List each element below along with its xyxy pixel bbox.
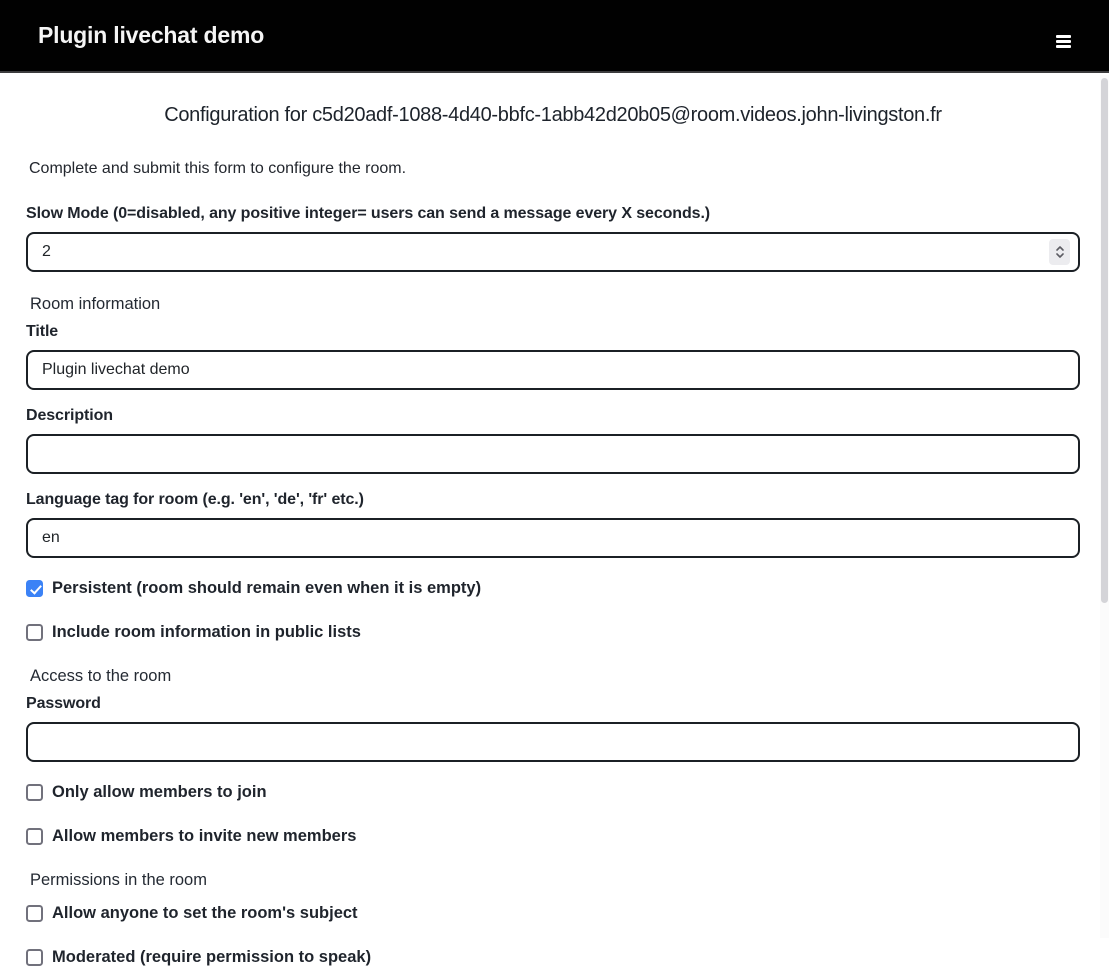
language-label: Language tag for room (e.g. 'en', 'de', 'fr' etc.)	[26, 491, 364, 508]
room-configuration-page	[0, 104, 1109, 967]
description-label: Description	[26, 407, 113, 424]
checkbox-row-moderated[interactable]	[26, 948, 1080, 967]
checkbox-set-subject[interactable]	[26, 905, 43, 922]
checkbox-public-lists[interactable]	[26, 624, 43, 641]
checkbox-row-persistent[interactable]	[26, 579, 1080, 598]
section-room-information: Room information	[30, 295, 161, 313]
title-input[interactable]	[26, 350, 1080, 390]
checkbox-row-public-lists[interactable]	[26, 623, 1080, 642]
language-input[interactable]	[26, 518, 1080, 558]
app-header	[0, 0, 1109, 73]
checkbox-moderated[interactable]	[26, 949, 43, 966]
checkbox-persistent[interactable]	[26, 580, 43, 597]
form-instructions: Complete and submit this form to configure the room.	[29, 160, 407, 177]
checkbox-row-members-only[interactable]	[26, 783, 1080, 802]
checkbox-set-subject-label: Allow anyone to set the room's subject	[52, 904, 358, 922]
checkbox-row-set-subject[interactable]	[26, 904, 1080, 923]
password-input[interactable]	[26, 722, 1080, 762]
checkbox-invite-members[interactable]	[26, 828, 43, 845]
checkbox-row-invite-members[interactable]	[26, 827, 1080, 846]
password-label: Password	[26, 695, 101, 712]
section-permissions: Permissions in the room	[30, 871, 207, 889]
checkbox-members-only-label: Only allow members to join	[52, 783, 267, 801]
checkbox-public-lists-label: Include room information in public lists	[52, 623, 361, 641]
checkbox-invite-members-label: Allow members to invite new members	[52, 827, 357, 845]
scrollbar[interactable]	[1100, 75, 1109, 938]
number-stepper[interactable]	[1049, 239, 1070, 265]
page-title: Configuration for c5d20adf-1088-4d40-bbfc-1abb42d20b05@room.videos.john-livingston.fr	[164, 104, 942, 126]
checkbox-persistent-label: Persistent (room should remain even when it is empty)	[52, 579, 482, 597]
checkbox-members-only[interactable]	[26, 784, 43, 801]
menu-button[interactable]	[1050, 29, 1076, 53]
app-title: Plugin livechat demo	[38, 22, 265, 48]
section-access: Access to the room	[30, 667, 172, 685]
title-label: Title	[26, 323, 59, 340]
slow-mode-label: Slow Mode (0=disabled, any positive integer= users can send a message every X seconds.)	[26, 205, 711, 222]
checkbox-moderated-label: Moderated (require permission to speak)	[52, 948, 372, 966]
up-down-chevrons-icon	[1054, 244, 1066, 260]
description-input[interactable]	[26, 434, 1080, 474]
slow-mode-field	[26, 232, 1080, 272]
scrollbar-thumb[interactable]	[1101, 78, 1108, 603]
slow-mode-input[interactable]	[26, 232, 1080, 272]
